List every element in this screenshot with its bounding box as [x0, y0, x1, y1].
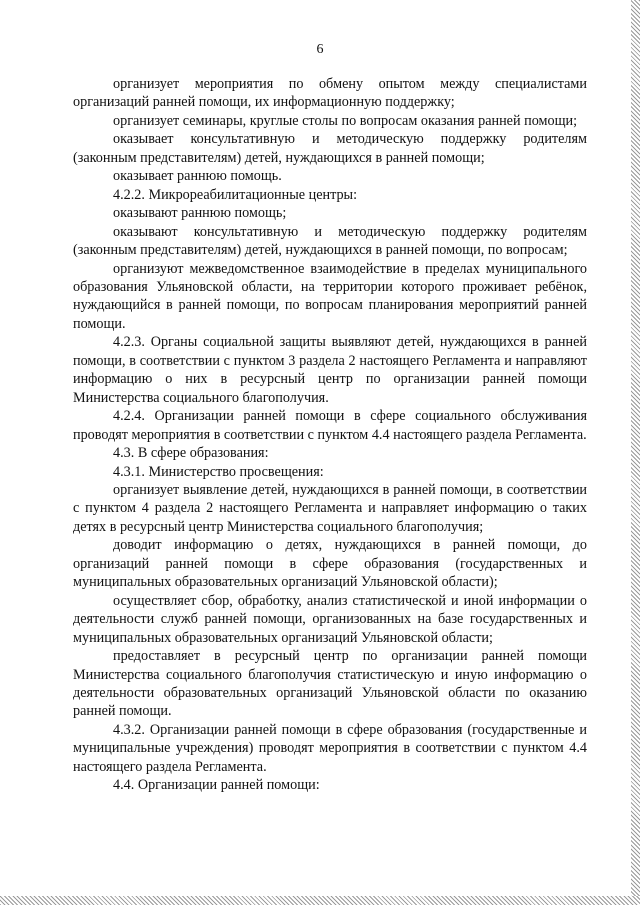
paragraph: оказывает консультативную и методическую поддержку родителям (законным представителям) детей, нуждающихся в ранней помощи; [73, 131, 587, 166]
section-heading: 4.4. Организации ранней помощи: [113, 777, 320, 794]
section-heading: 4.3. В сфере образования: [113, 445, 269, 462]
document-body [73, 75, 587, 795]
paragraph: доводит информацию о детях, нуждающихся в ранней помощи, до организаций ранней помощи в сфере образования (государственных и муниципальных образовательных организаций Ульяновской области); [73, 537, 587, 591]
paragraph: организуют межведомственное взаимодействие в пределах муниципального образования Ульяновской области, на территории которого проживает ребёнок, нуждающийся в ранней помощи, по вопросам планирования мероприятий ранней помощи. [73, 260, 587, 332]
paragraph: 4.2.3. Органы социальной защиты выявляют детей, нуждающихся в ранней помощи, в соответствии с пунктом 3 раздела 2 настоящего Регламента и направляют информацию о них в ресурсный центр по организации ранней помощи Министерства социального благополучия. [73, 334, 587, 406]
paragraph: оказывает раннюю помощь. [113, 168, 282, 185]
paragraph: организует семинары, круглые столы по вопросам оказания ранней помощи; [113, 112, 578, 129]
paragraph: оказывают консультативную и методическую поддержку родителям (законным представителям) детей, нуждающихся в ранней помощи, по вопросам; [73, 223, 587, 259]
section-heading: 4.3.1. Министерство просвещения: [113, 463, 324, 480]
page-number: 6 [316, 42, 324, 57]
paragraph: 4.3.2. Организации ранней помощи в сфере образования (государственные и муниципальные учреждения) проводят мероприятия в соответствии с пунктом 4.4 настоящего раздела Регламента. [73, 721, 587, 775]
scan-edge-bottom [0, 896, 640, 905]
paragraph: оказывают раннюю помощь; [113, 205, 287, 222]
paragraph: 4.2.4. Организации ранней помощи в сфере социального обслуживания проводят мероприятия в соответствии с пунктом 4.4 настоящего раздела Регламента. [73, 408, 587, 443]
paragraph: осуществляет сбор, обработку, анализ статистической и иной информации о деятельности служб ранней помощи, организованных на базе государственных и муниципальных образовательных организаций Ульяновской области; [73, 592, 587, 646]
section-heading: 4.2.2. Микрореабилитационные центры: [113, 186, 358, 203]
paragraph: организует выявление детей, нуждающихся в ранней помощи, в соответствии с пунктом 4 раздела 2 настоящего Регламента и направляет информацию о таких детях в ресурсный центр Министерства социального благополучия; [73, 481, 587, 535]
scan-edge-right [631, 0, 640, 905]
paragraph: предоставляет в ресурсный центр по организации ранней помощи Министерства социального благополучия статистическую и иную информацию о деятельности образовательных организаций Ульяновской области по оказанию ранней помощи. [73, 648, 587, 720]
paragraph: организует мероприятия по обмену опытом между специалистами организаций ранней помощи, их информационную поддержку; [73, 76, 587, 111]
